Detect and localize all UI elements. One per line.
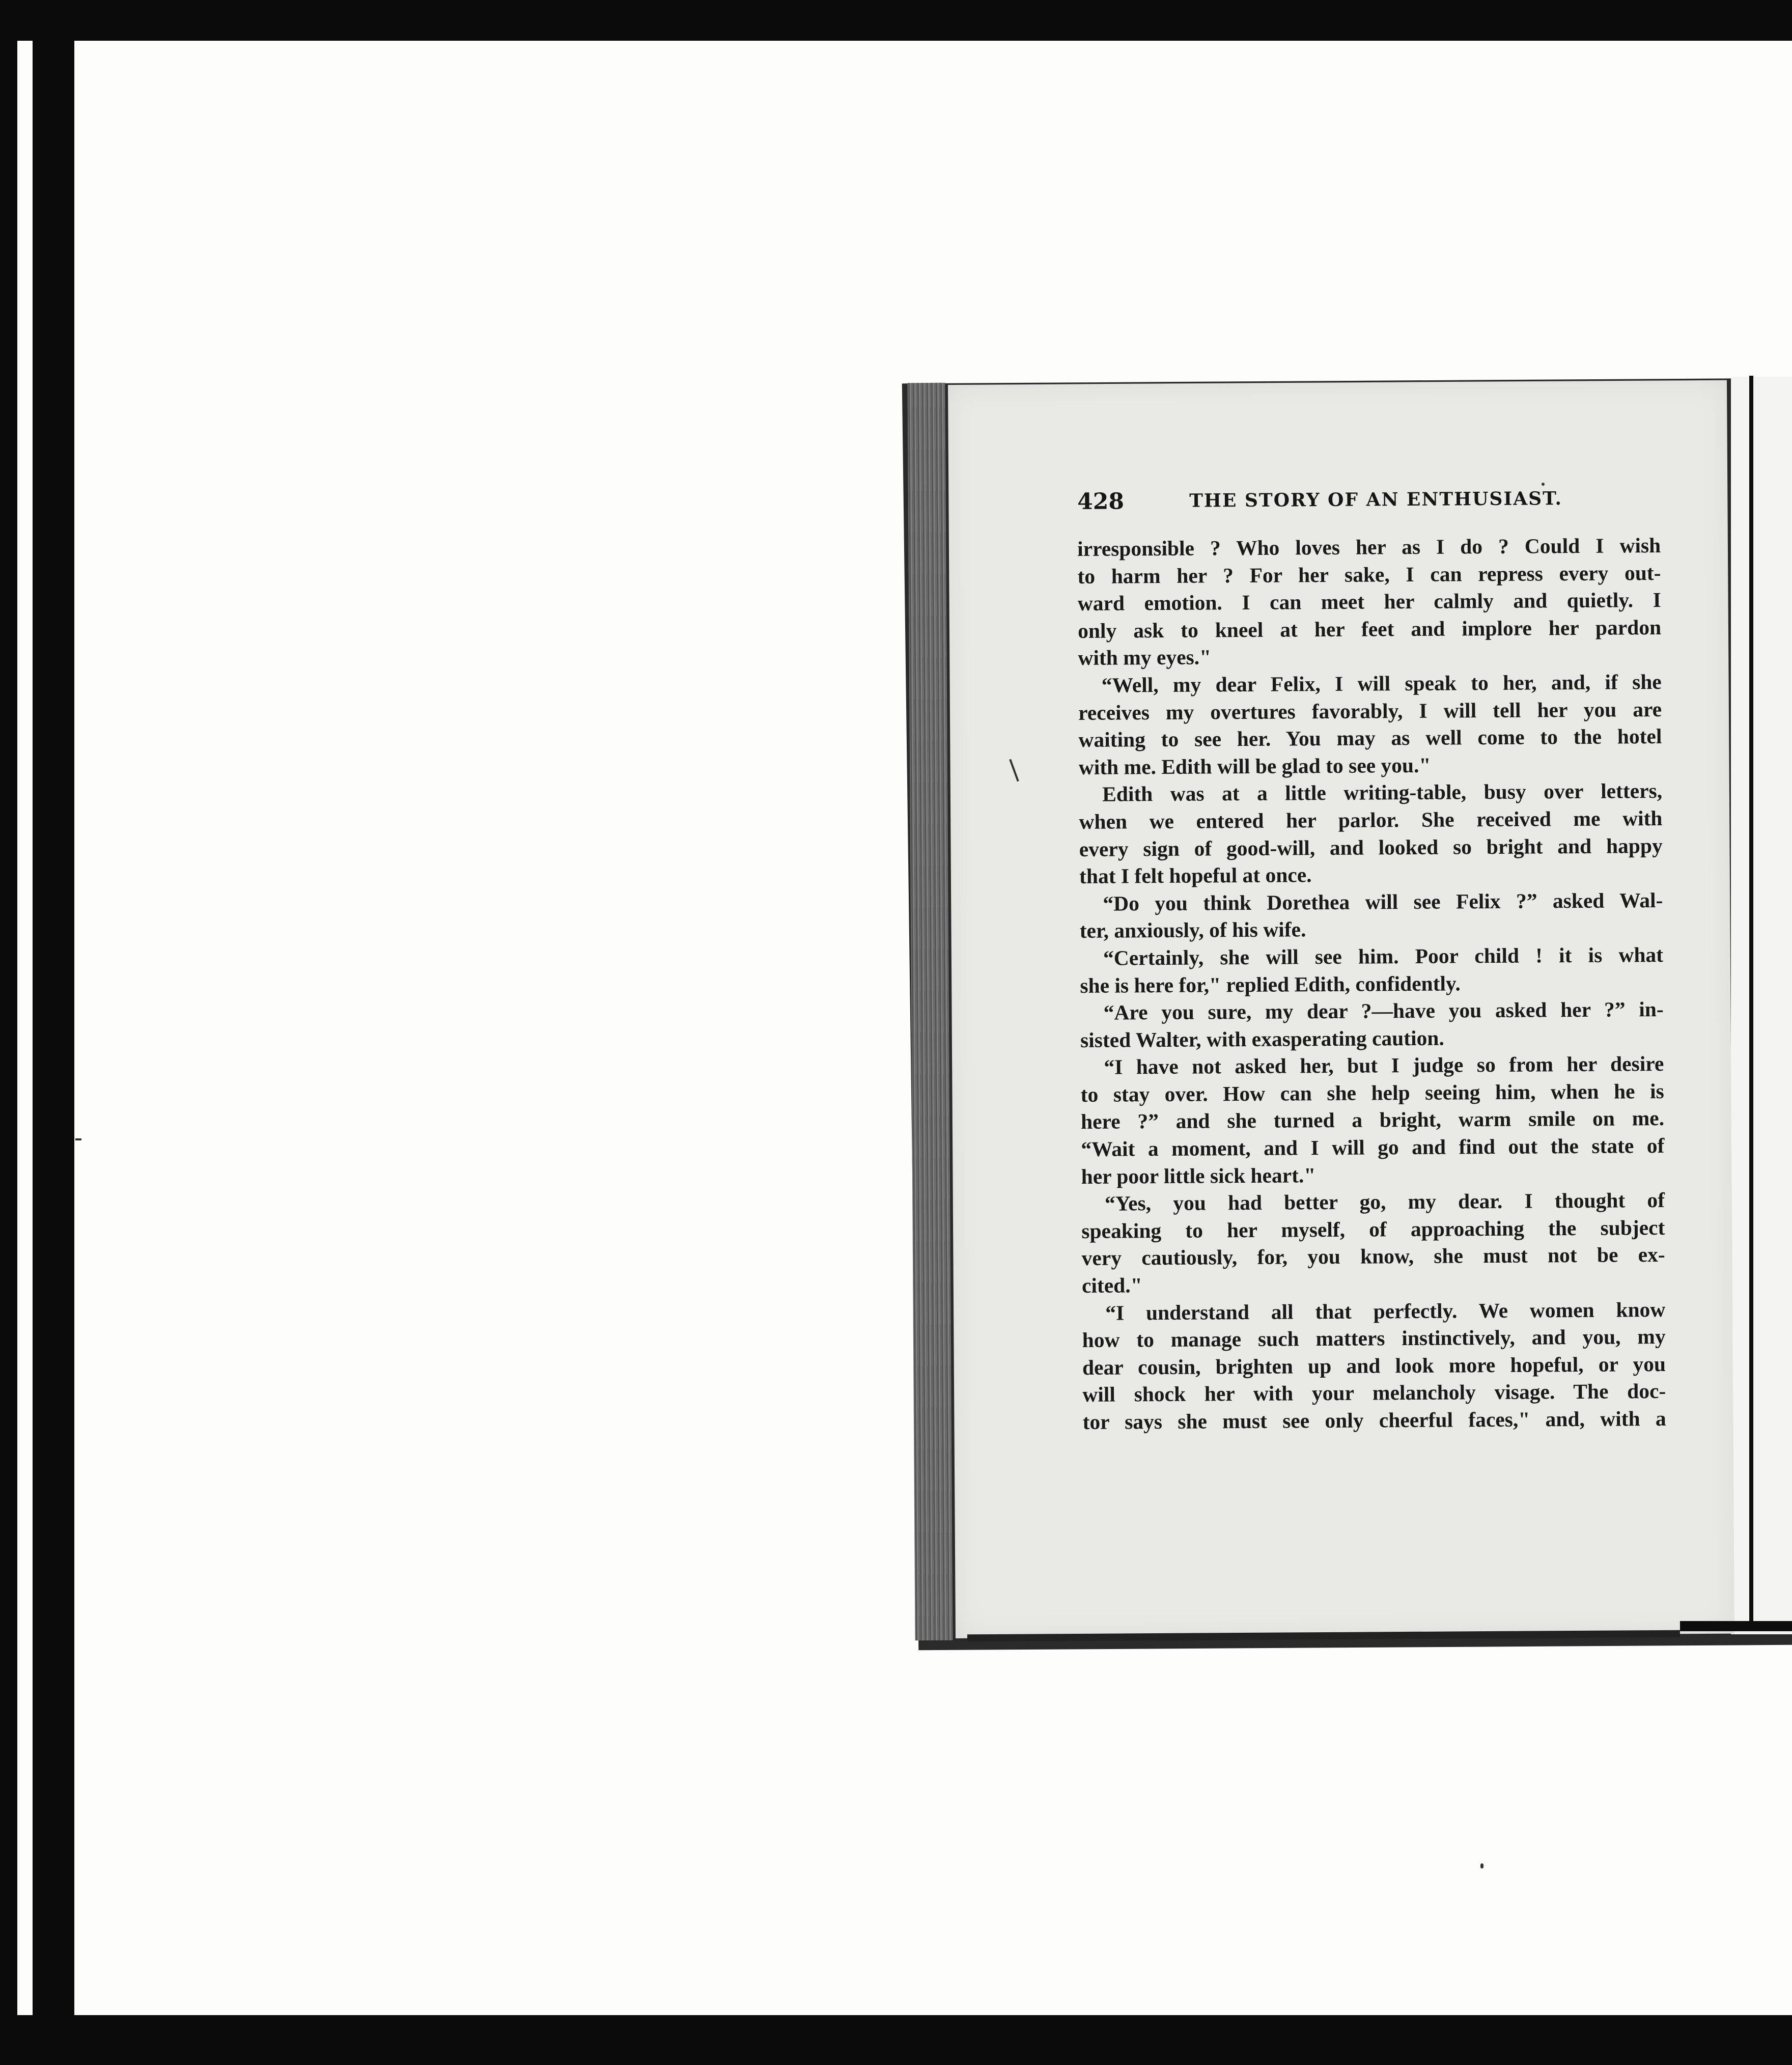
text-line: “Yes, you had better go, my dear. I thought of — [1104, 1188, 1665, 1215]
text-line: how to manage such matters instinctively, and you, my — [1082, 1325, 1666, 1352]
film-frame-left-bar — [33, 31, 74, 2042]
page-header — [1077, 485, 1678, 519]
facing-page-strip — [1731, 377, 1792, 1634]
scan-speck — [1542, 483, 1545, 486]
text-line: receives my overtures favorably, I will tell her you are — [1078, 697, 1662, 724]
scan-speck — [75, 1138, 81, 1140]
page-edges — [907, 383, 953, 1640]
film-frame-left-edge — [0, 0, 17, 2065]
text-line: her poor little sick heart." — [1081, 1163, 1316, 1188]
text-line: ter, anxiously, of his wife. — [1079, 917, 1306, 943]
text-line: “Certainly, she will see him. Poor child ! it is what — [1103, 942, 1664, 970]
text-line: dear cousin, brighten up and look more hopeful, or you — [1082, 1352, 1666, 1379]
text-line: very cautiously, for, you know, she must not be ex- — [1081, 1243, 1665, 1270]
text-line: only ask to kneel at her feet and implore her pardon — [1078, 615, 1662, 643]
text-line: Edith was at a little writing-table, busy over letters, — [1102, 779, 1663, 806]
film-frame-top — [0, 0, 1792, 41]
text-line: to harm her ? For her sake, I can repress every out- — [1077, 561, 1661, 588]
text-line: will shock her with your melancholy visage. The doc- — [1082, 1379, 1666, 1407]
gutter-line — [1749, 376, 1753, 1628]
text-line: every sign of good-will, and looked so bright and happy — [1079, 833, 1663, 861]
running-head: THE STORY OF AN ENTHUSIAST. — [1189, 488, 1563, 512]
text-line: “I understand all that perfectly. We women know — [1105, 1297, 1666, 1325]
text-line: “Wait a moment, and I will go and find out the state of — [1081, 1134, 1665, 1161]
text-line: “Well, my dear Felix, I will speak to her, and, if she — [1101, 669, 1662, 697]
text-line: tor says she must see only cheerful faces," and, with a — [1082, 1406, 1666, 1434]
text-line: that I felt hopeful at once. — [1079, 863, 1312, 888]
text-line: “Are you sure, my dear ?—have you asked her ?” in- — [1103, 997, 1664, 1024]
text-line: cited." — [1081, 1273, 1142, 1298]
gutter-cap — [1680, 1621, 1792, 1631]
film-frame-gap — [17, 41, 33, 2015]
text-line: with my eyes." — [1078, 645, 1212, 670]
scan-speck — [1480, 1863, 1483, 1868]
text-line: sisted Walter, with exasperating caution. — [1080, 1026, 1444, 1052]
film-frame-bottom — [0, 2015, 1792, 2065]
text-line: waiting to see her. You may as well come to the hotel — [1078, 724, 1662, 752]
text-line: to stay over. How can she help seeing him, when he is — [1080, 1079, 1664, 1106]
text-line: with me. Edith will be glad to see you." — [1078, 753, 1431, 779]
text-line: when we entered her parlor. She received me with — [1079, 806, 1663, 833]
body-text — [1077, 532, 1666, 1436]
page-number: 428 — [1077, 488, 1125, 515]
text-line: here ?” and she turned a bright, warm smile on me. — [1080, 1106, 1665, 1134]
text-line: speaking to her myself, of approaching the subject — [1081, 1215, 1665, 1243]
text-line: ward emotion. I can meet her calmly and quietly. I — [1077, 588, 1661, 616]
text-line: “Do you think Dorethea will see Felix ?” asked Wal- — [1103, 888, 1663, 915]
text-line: “I have not asked her, but I judge so from her desire — [1104, 1052, 1664, 1079]
text-line: she is here for," replied Edith, confidently. — [1080, 971, 1461, 997]
text-line: irresponsible ? Who loves her as I do ? Could I wish — [1077, 533, 1661, 561]
